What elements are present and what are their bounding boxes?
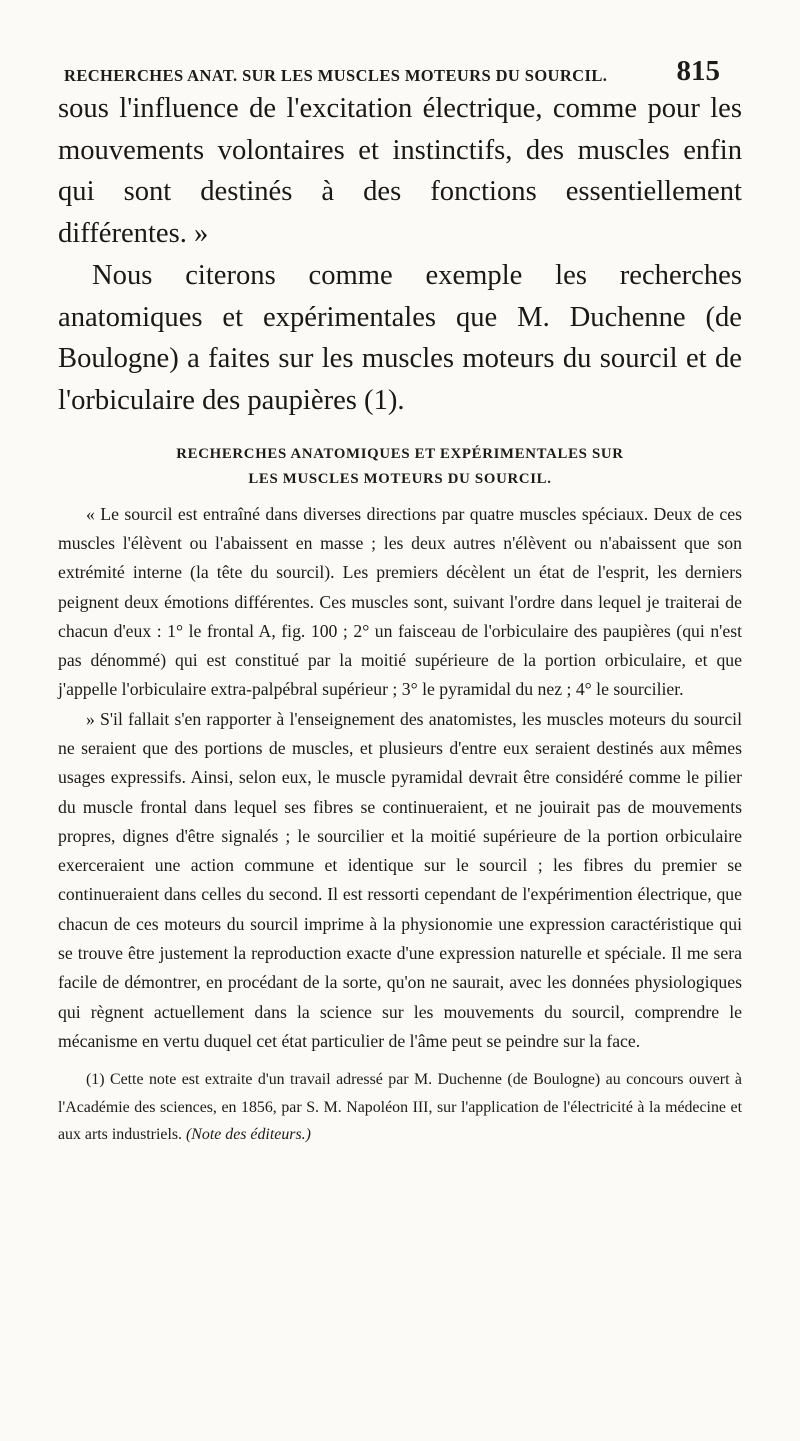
lead-paragraph-2: Nous citerons comme exemple les recherches anatomiques et expérimentales que M. Duchenne (de Boulogne) a faites sur les muscles moteurs du sourcil et de l'orbiculaire des paupières (1). (58, 259, 742, 416)
page-number: 815 (676, 55, 720, 87)
running-title: RECHERCHES ANAT. SUR LES MUSCLES MOTEURS DU SOURCIL. (64, 66, 608, 85)
lead-paragraph-1: sous l'influence de l'excitation électrique, comme pour les mouvements volontaires et instinctifs, des muscles enfin qui sont destinés à des fonctions essentiellement différentes. » (58, 93, 742, 250)
section-heading-line-2: LES MUSCLES MOTEURS DU SOURCIL. (248, 470, 552, 487)
footnote-text: (1) Cette note est extraite d'un travail adressé par M. Duchenne (de Boulogne) au concours ouvert à l'Académie des sciences, en 1856, par S. M. Napoléon III, sur l'application de l'électricité à la médecine et aux arts industriels. (58, 1071, 742, 1144)
footnote-paragraph (58, 1066, 742, 1149)
section-heading (58, 442, 742, 492)
lead-text (58, 88, 742, 422)
quoted-text (58, 500, 742, 1057)
footnote (58, 1066, 742, 1149)
quote-paragraph-2: » S'il fallait s'en rapporter à l'enseignement des anatomistes, les muscles moteurs du sourcil ne seraient que des portions de muscles, et plusieurs d'entre eux seraient destinés aux mêmes usages expressifs. Ainsi, selon eux, le muscle pyramidal devrait être considéré comme le pilier du muscle frontal dans lequel ses fibres se continueraient, et ne jouirait pas de mouvements propres, dignes d'être signalés ; le sourcilier et la moitié supérieure de la portion orbiculaire exerceraient une action commune et identique sur le sourcil ; les fibres du premier se continueraient dans celles du second. Il est ressorti cependant de l'expérimention électrique, que chacun de ces moteurs du sourcil imprime à la physionomie une expression caractéristique qui se trouve être justement la reproduction exacte d'une expression naturelle et spéciale. Il me sera facile de démontrer, en procédant de la sorte, qu'on ne saurait, avec les données physiologiques qui règnent actuellement dans la science sur les mouvements du sourcil, comprendre le mécanisme en vertu duquel cet état particulier de l'âme peut se peindre sur la face. (58, 708, 742, 1051)
quote-paragraph-1: « Le sourcil est entraîné dans diverses directions par quatre muscles spéciaux. Deux de ces muscles l'élèvent ou l'abaissent en masse ; les deux autres n'élèvent ou n'abaissent que son extrémité interne (la tête du sourcil). Les premiers décèlent un état de l'esprit, les derniers peignent deux émotions différentes. Ces muscles sont, suivant l'ordre dans lequel je traiterai de chacun d'eux : 1° le frontal A, fig. 100 ; 2° un faisceau de l'orbiculaire des paupières (qui n'est pas dénommé) qui est constitué par la moitié supérieure de la portion orbiculaire, et que j'appelle l'orbiculaire extra-palpébral supérieur ; 3° le pyramidal du nez ; 4° le sourcilier. (58, 503, 742, 700)
running-header (58, 44, 742, 87)
footnote-editor-note: (Note des éditeurs.) (186, 1126, 311, 1144)
section-heading-line-1: RECHERCHES ANATOMIQUES ET EXPÉRIMENTALES SUR (176, 445, 624, 462)
